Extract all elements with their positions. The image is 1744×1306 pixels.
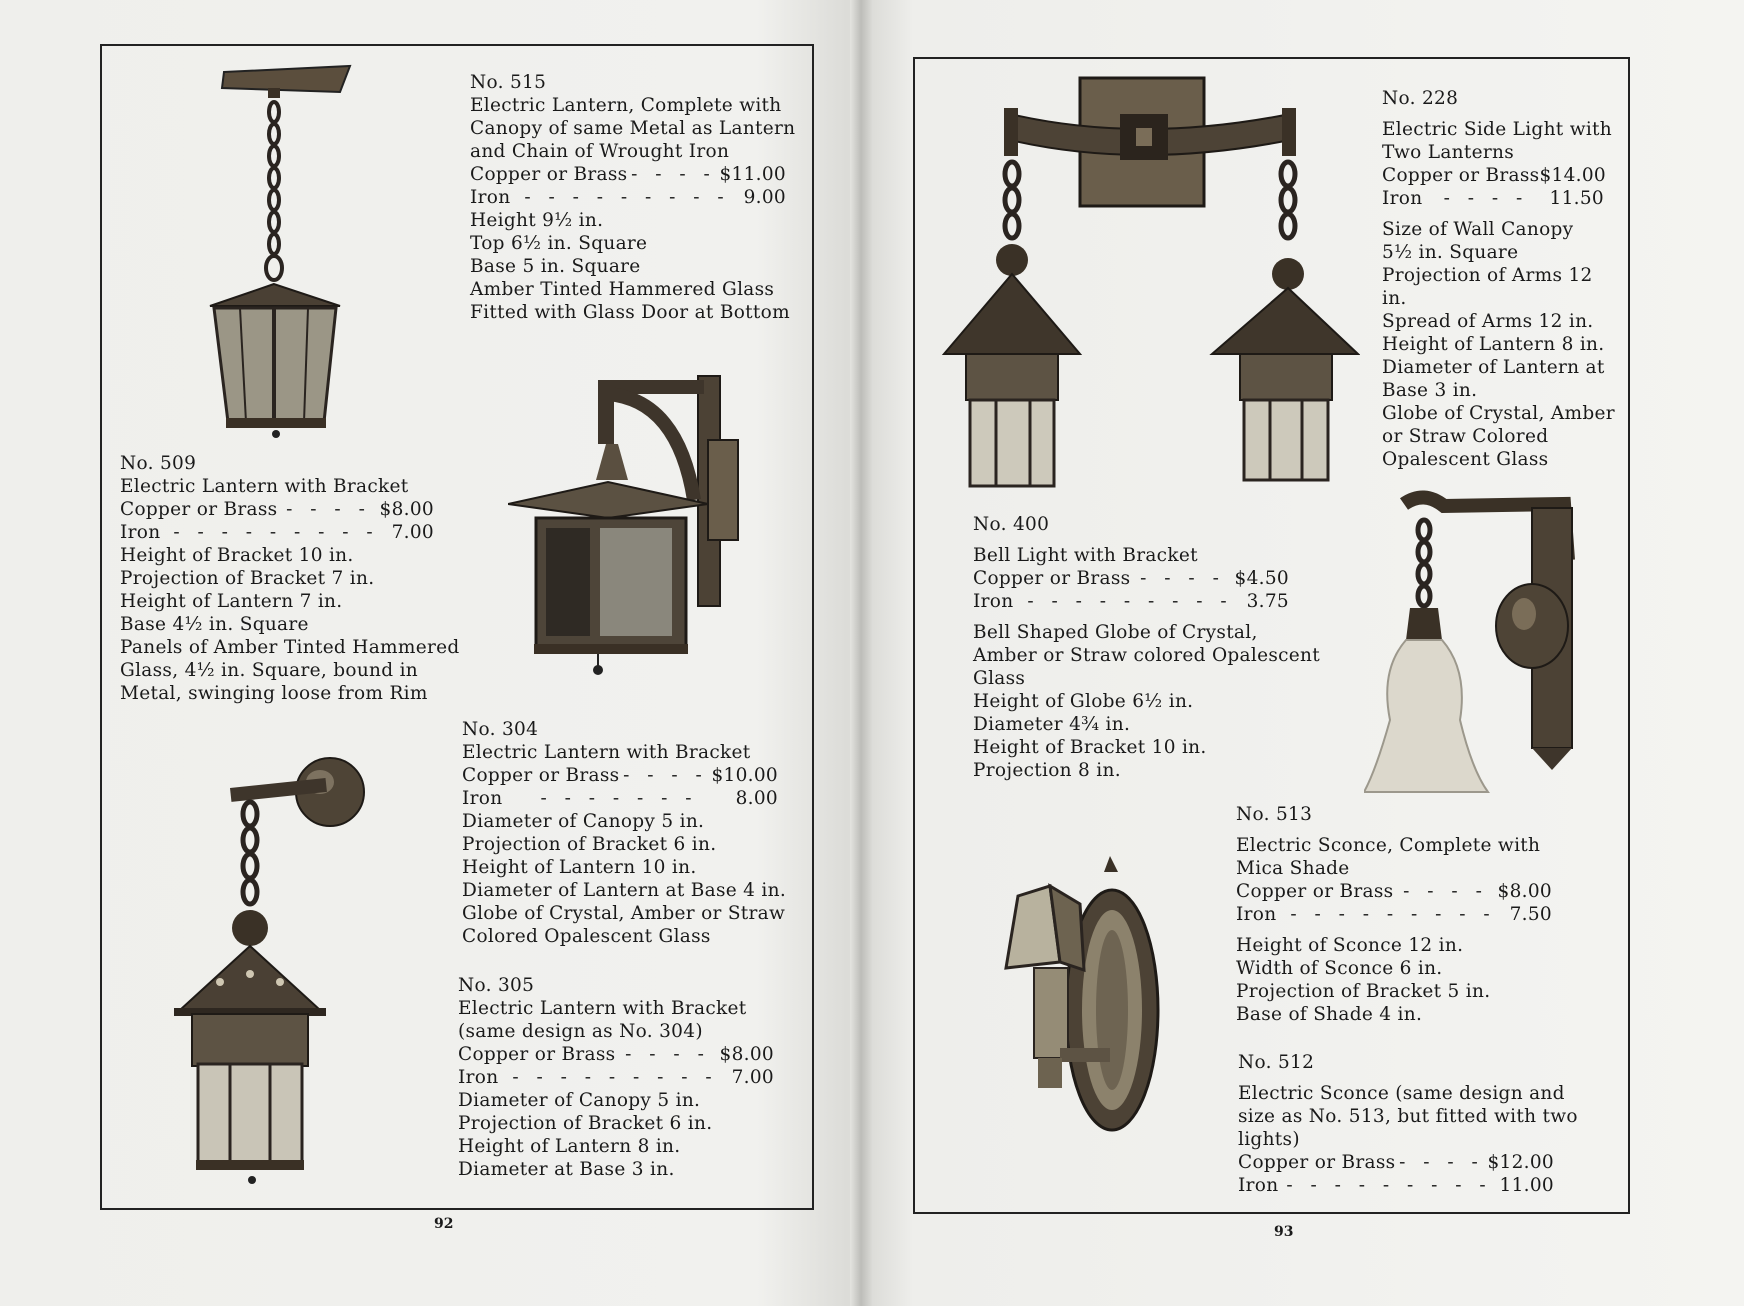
item-spec: Height of Lantern 8 in. [1382,334,1605,355]
item-509 [120,452,460,705]
item-305 [458,974,774,1181]
item-spec: Projection of Bracket 7 in. [120,568,375,589]
item-515 [470,71,796,324]
price-label: Copper or Brass [458,1044,616,1065]
item-description-line: and Chain of Wrought Iron [470,141,730,162]
price-row [120,498,434,521]
item-description-line: Electric Lantern, Complete with [470,95,782,116]
item-400 [973,513,1321,782]
price-row [973,567,1289,590]
item-spec: Projection of Bracket 5 in. [1236,981,1491,1002]
item-spec: Diameter of Lantern at Base 4 in. [462,880,787,901]
item-spec: Height 9½ in. [470,210,604,231]
price-label: Iron [1236,904,1277,925]
price-value: 7.50 [1509,904,1552,925]
price-value: 3.75 [1246,591,1289,612]
item-number: No. 509 [120,453,197,474]
item-spec: Glass, 4½ in. Square, bound in [120,660,419,681]
item-spec: in. [1382,288,1407,309]
price-value: $14.00 [1539,165,1607,186]
item-description-line: Electric Lantern with Bracket [462,742,751,763]
price-label: Iron [973,591,1014,612]
item-spec: or Straw Colored [1382,426,1549,447]
price-row [462,787,778,810]
item-spec: Width of Sconce 6 in. [1236,958,1443,979]
item-spec: Globe of Crystal, Amber [1382,403,1615,424]
price-value: 9.00 [743,187,786,208]
item-spec: Top 6½ in. Square [470,233,648,254]
price-leader: - - - - [631,164,716,185]
item-spec: Fitted with Glass Door at Bottom [470,302,790,323]
item-description-line: Electric Lantern with Bracket [458,998,747,1019]
price-label: Copper or Brass [120,499,278,520]
price-row [462,764,778,787]
double-lantern-side-light-illustration [940,74,1360,494]
bell-light-bracket-illustration [1364,490,1594,800]
item-spec: Projection of Bracket 6 in. [462,834,717,855]
item-number: No. 304 [462,719,539,740]
price-row [973,590,1289,613]
item-spec: Height of Sconce 12 in. [1236,935,1464,956]
book-gutter [850,0,872,1306]
item-spec: Base 4½ in. Square [120,614,309,635]
item-spec: Size of Wall Canopy [1382,219,1574,240]
item-number: No. 305 [458,975,535,996]
item-spec: Projection 8 in. [973,760,1121,781]
hanging-lantern-illustration [200,62,360,442]
bracket-lantern-round-illustration [170,752,390,1192]
price-leader: - - - - - - - - - [1027,591,1233,612]
item-spec: 5½ in. Square [1382,242,1519,263]
price-leader: - - - - [1399,1152,1484,1173]
item-304 [462,718,787,948]
item-number: No. 400 [973,514,1050,535]
item-spec: Base 5 in. Square [470,256,641,277]
price-label: Iron [1238,1175,1279,1196]
item-spec: Diameter at Base 3 in. [458,1159,675,1180]
item-spec: Base 3 in. [1382,380,1478,401]
item-description-line: Electric Lantern with Bracket [120,476,409,497]
item-spec: Metal, swinging loose from Rim [120,683,428,704]
item-description-line: Bell Light with Bracket [973,545,1198,566]
price-value: $10.00 [711,765,778,786]
item-spec: Diameter of Lantern at [1382,357,1605,378]
price-row [1236,903,1552,926]
price-label: Iron [120,522,161,543]
item-spec: Base of Shade 4 in. [1236,1004,1423,1025]
item-description-line: Electric Sconce (same design and [1238,1083,1565,1104]
price-value: $8.00 [719,1044,774,1065]
price-label: Copper or Brass [1382,165,1540,186]
item-description-line: size as No. 513, but fitted with two [1238,1106,1578,1127]
item-spec: Diameter 4¾ in. [973,714,1131,735]
price-leader: - - - - [623,765,708,786]
price-leader: - - - - - - - [540,788,698,809]
price-value: $8.00 [379,499,434,520]
price-label: Copper or Brass [462,765,620,786]
item-spec: Amber or Straw colored Opalescent [973,645,1321,666]
price-row [120,521,434,544]
item-spec: Height of Globe 6½ in. [973,691,1194,712]
item-spec: Globe of Crystal, Amber or Straw [462,903,786,924]
item-228 [1382,87,1615,471]
price-label: Copper or Brass [973,568,1131,589]
item-512 [1238,1051,1578,1197]
price-leader: - - - - - - - - - [1290,904,1496,925]
item-number: No. 513 [1236,804,1313,825]
item-spec: Height of Bracket 10 in. [120,545,354,566]
price-value: $12.00 [1487,1152,1554,1173]
price-row [470,186,786,209]
price-label: Iron [458,1067,499,1088]
price-leader: - - - - [1443,188,1529,209]
item-spec: Glass [973,668,1026,689]
price-leader: - - - - - - - - - [173,522,379,543]
item-513 [1236,803,1554,1026]
item-description-line: Electric Sconce, Complete with [1236,835,1541,856]
item-spec: Height of Lantern 10 in. [462,857,697,878]
item-spec: Spread of Arms 12 in. [1382,311,1594,332]
price-value: 11.00 [1499,1175,1554,1196]
item-number: No. 515 [470,72,547,93]
price-row [1382,164,1607,187]
item-spec: Bell Shaped Globe of Crystal, [973,622,1258,643]
price-value: 8.00 [735,788,778,809]
item-number: No. 228 [1382,88,1459,109]
price-value: 11.50 [1549,188,1604,209]
price-leader: - - - - [1140,568,1225,589]
item-spec: Diameter of Canopy 5 in. [462,811,705,832]
page-number-right: 93 [1274,1224,1294,1240]
item-spec: Projection of Bracket 6 in. [458,1113,713,1134]
item-spec: Colored Opalescent Glass [462,926,711,947]
price-label: Iron [1382,188,1423,209]
price-row [458,1043,774,1066]
item-description-line: Two Lanterns [1382,142,1514,163]
item-spec: Amber Tinted Hammered Glass [470,279,775,300]
price-row [1238,1151,1554,1174]
price-label: Iron [470,187,511,208]
price-label: Iron [462,788,503,809]
price-leader: - - - - - - - - - [512,1067,718,1088]
item-number: No. 512 [1238,1052,1315,1073]
item-description-line: (same design as No. 304) [458,1021,703,1042]
price-label: Copper or Brass [1238,1152,1396,1173]
item-spec: Height of Lantern 7 in. [120,591,343,612]
price-leader: - - - - - - - - - [1286,1175,1492,1196]
item-spec: Height of Lantern 8 in. [458,1136,681,1157]
price-value: $11.00 [719,164,786,185]
price-row [1236,880,1552,903]
price-leader: - - - - [1403,881,1488,902]
price-row [470,163,786,186]
item-description-line: lights) [1238,1129,1300,1150]
oval-sconce-illustration [1000,852,1180,1142]
item-spec: Height of Bracket 10 in. [973,737,1207,758]
item-description-line: Mica Shade [1236,858,1350,879]
item-spec: Panels of Amber Tinted Hammered [120,637,460,658]
item-spec: Projection of Arms 12 [1382,265,1593,286]
price-value: 7.00 [391,522,434,543]
price-leader: - - - - - - - - - [524,187,730,208]
price-leader: - - - - [286,499,371,520]
price-value: $4.50 [1234,568,1289,589]
item-spec: Diameter of Canopy 5 in. [458,1090,701,1111]
page-number-left: 92 [434,1216,454,1232]
price-row [1382,187,1604,210]
price-value: 7.00 [731,1067,774,1088]
bracket-lantern-square-illustration [508,370,748,680]
price-label: Copper or Brass [1236,881,1394,902]
price-row [458,1066,774,1089]
item-spec: Opalescent Glass [1382,449,1549,470]
price-row [1238,1174,1554,1197]
price-value: $8.00 [1497,881,1552,902]
item-description-line: Canopy of same Metal as Lantern [470,118,796,139]
price-label: Copper or Brass [470,164,628,185]
price-leader: - - - - [625,1044,710,1065]
item-description-line: Electric Side Light with [1382,119,1613,140]
